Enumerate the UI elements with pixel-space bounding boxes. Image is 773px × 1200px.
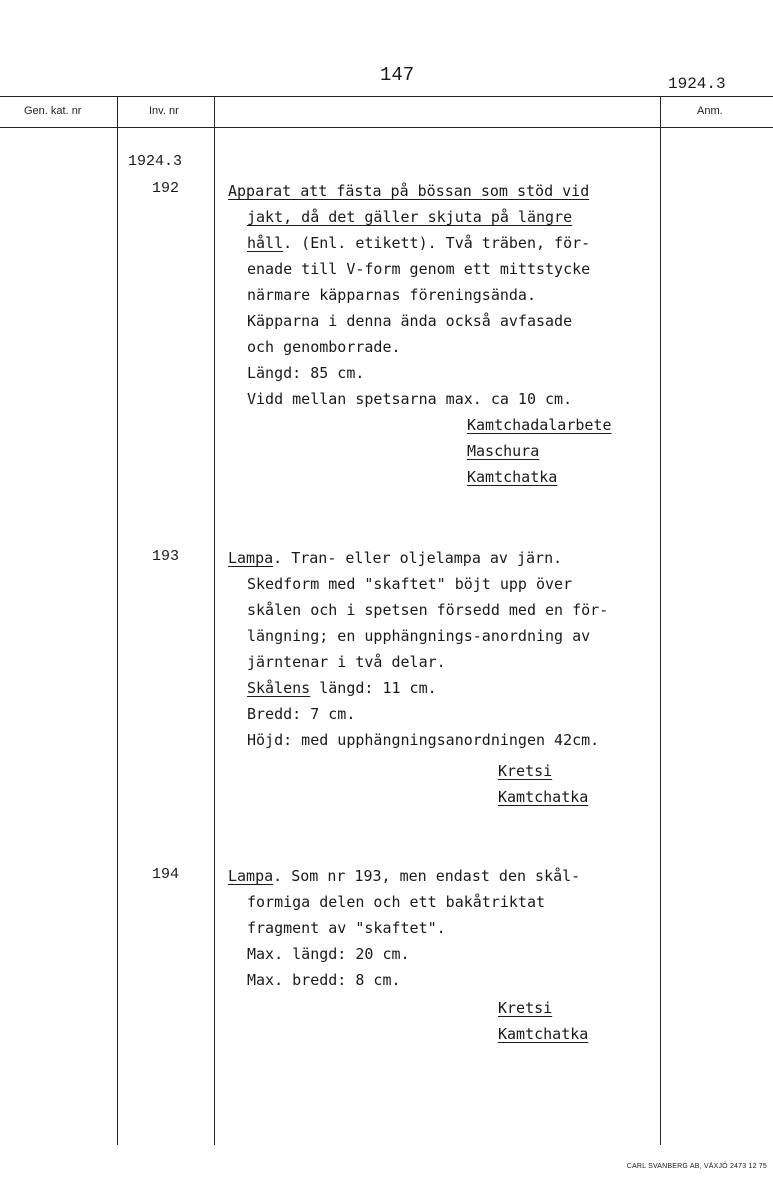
origin-region: Kamtchatka [498,1025,589,1043]
header-bottom-rule [0,127,773,128]
entry-194-line: formiga delen och ett bakåtriktat [247,893,546,911]
column-rule-3 [660,97,661,1145]
header-top-rule [0,96,773,97]
entry-192-line [228,204,590,230]
column-rule-1 [117,97,118,1145]
header-year: 1924.3 [668,75,726,93]
section-year: 1924.3 [128,153,183,170]
entry-192-line: Längd: 85 cm. [247,364,365,382]
inv-number-192: 192 [152,180,180,197]
entry-193-line: skålen och i spetsen försedd med en för- [247,601,609,619]
inv-number-194: 194 [152,866,180,883]
entry-193 [228,545,608,753]
origin-region: Kamtchatka [467,468,558,486]
column-header-gen-kat: Gen. kat. nr [24,105,82,117]
entry-193-line: Bredd: 7 cm. [247,705,356,723]
entry-194-line: fragment av "skaftet". [247,919,446,937]
entry-192-line: Vidd mellan spetsarna max. ca 10 cm. [247,390,573,408]
entry-192-line: närmare käpparnas föreningsända. [247,286,536,304]
entry-192-line: enade till V-form genom ett mittstycke [247,260,591,278]
entry-192-title: Apparat att fästa på bössan som stöd vid [228,182,590,200]
entry-192-line [228,230,590,256]
origin-place: Kretsi [498,999,553,1017]
entry-192-origin [467,412,612,490]
entry-192 [228,178,590,412]
entry-194 [228,863,580,993]
origin-place: Kretsi [498,762,553,780]
entry-194-line: Max. bredd: 8 cm. [247,971,401,989]
entry-194-title: Lampa [228,867,274,885]
entry-193-line: järntenar i två delar. [247,653,446,671]
entry-193-measure: längd: 11 cm. [310,679,437,697]
column-rule-2 [214,97,215,1145]
entry-192-line: Käpparna i denna ända också avfasade [247,312,573,330]
entry-193-line: Höjd: med upphängningsanordningen 42cm. [247,731,600,749]
entry-193-title: Lampa [228,549,274,567]
entry-193-line: längning; en upphängnings-anordning av [247,627,591,645]
column-header-inv: Inv. nr [149,105,179,117]
entry-192-title: jakt, då det gäller skjuta på längre [247,208,573,226]
entry-194-line [228,863,580,889]
entry-192-line [228,178,590,204]
column-header-anm: Anm. [697,105,723,117]
inv-number-193: 193 [152,548,180,565]
entry-193-origin [498,758,588,810]
entry-193-line [228,545,608,571]
entry-192-title: håll [247,234,284,252]
printer-mark: CARL SVANBERG AB, VÄXJÖ 2473 12 75 [626,1163,767,1170]
origin-region: Kamtchatka [498,788,589,806]
origin-place: Maschura [467,442,540,460]
entry-192-line: och genomborrade. [247,338,401,356]
entry-194-origin [498,995,588,1047]
entry-194-line: Max. längd: 20 cm. [247,945,410,963]
entry-193-text: . Tran- eller oljelampa av järn. [273,549,563,567]
origin-culture: Kamtchadalarbete [467,416,612,434]
page-number: 147 [380,64,415,86]
entry-194-text: . Som nr 193, men endast den skål- [273,867,581,885]
entry-193-line [228,675,608,701]
entry-193-measure-label: Skålens [247,679,311,697]
entry-192-text: . (Enl. etikett). Två träben, för- [283,234,591,252]
entry-193-line: Skedform med "skaftet" böjt upp över [247,575,573,593]
